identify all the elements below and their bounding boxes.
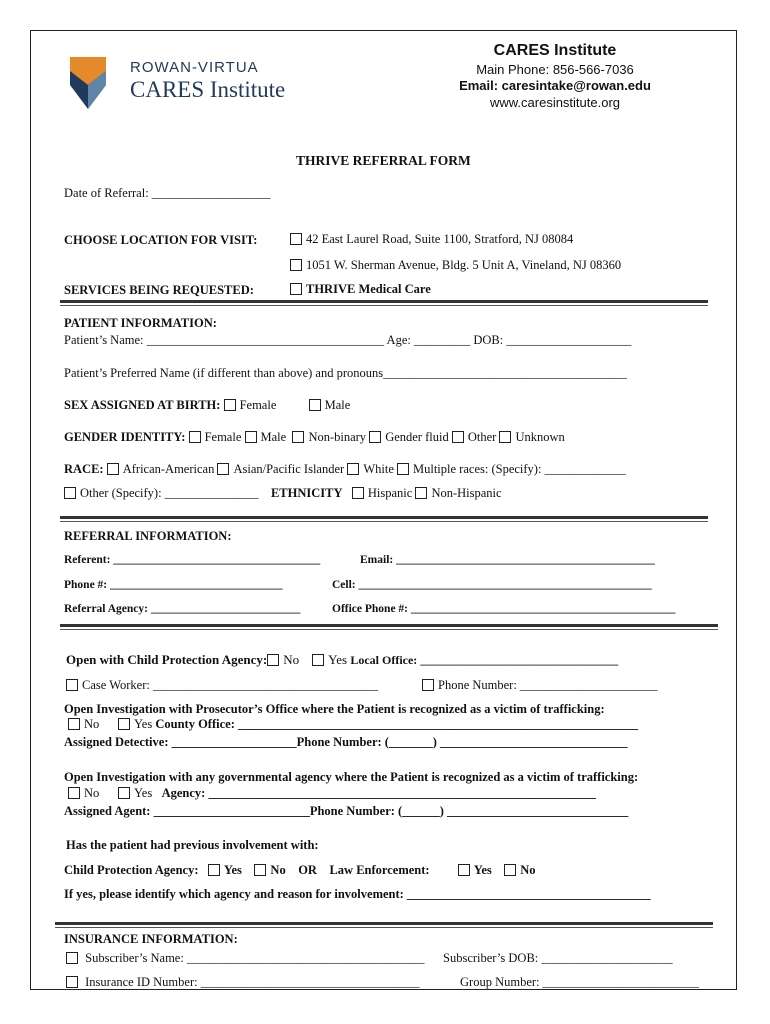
checkbox[interactable]: [245, 431, 257, 443]
patient-heading: PATIENT INFORMATION:: [64, 316, 217, 330]
checkbox-female[interactable]: [224, 399, 236, 411]
phone-field[interactable]: Phone #: ______________________________: [64, 579, 283, 591]
checkbox[interactable]: [64, 487, 76, 499]
checkbox[interactable]: [290, 259, 302, 271]
government-options: No Yes Agency: ______________________________________________________________: [68, 786, 596, 801]
insurance-heading: INSURANCE INFORMATION:: [64, 932, 238, 946]
checkbox-no[interactable]: [504, 864, 516, 876]
checkbox-male[interactable]: [309, 399, 321, 411]
race-row: RACE: African-American Asian/Pacific Islander White Multiple races: (Specify): _____________: [64, 462, 626, 476]
previous-question: Has the patient had previous involvement with:: [66, 838, 319, 852]
contact-title: CARES Institute: [493, 42, 617, 59]
case-worker-row: [66, 678, 378, 693]
checkbox[interactable]: [422, 679, 434, 691]
sex-row: SEX ASSIGNED AT BIRTH: Female Male: [64, 398, 351, 412]
location-label: CHOOSE LOCATION FOR VISIT:: [64, 233, 258, 247]
checkbox[interactable]: [352, 487, 364, 499]
subscriber-name-field[interactable]: Subscriber’s Name: ______________________________________: [85, 951, 425, 965]
contact-phone: Main Phone: 856-566-7036: [476, 62, 634, 77]
checkbox[interactable]: [397, 463, 409, 475]
county-office-field[interactable]: County Office: ________________________________________________________________: [155, 717, 638, 731]
identify-row[interactable]: If yes, please identify which agency and reason for involvement: _______________________________________: [64, 887, 651, 901]
logo-name-line: CARES Institute: [130, 77, 286, 102]
section-divider: [60, 521, 708, 522]
gender-row: GENDER IDENTITY: Female Male Non-binary Gender fluid Other Unknown: [64, 430, 565, 444]
form-title: THRIVE REFERRAL FORM: [296, 153, 471, 168]
checkbox-no[interactable]: [267, 654, 279, 666]
section-divider: [55, 922, 713, 925]
checkbox[interactable]: [369, 431, 381, 443]
previous-options: Child Protection Agency: Yes No OR Law Enforcement: Yes No: [64, 863, 536, 877]
gender-label: GENDER IDENTITY:: [64, 430, 186, 444]
location-option-stratford[interactable]: 42 East Laurel Road, Suite 1100, Stratford, NJ 08084: [290, 232, 573, 247]
ethnicity-label: ETHNICITY: [270, 486, 343, 500]
checkbox-yes[interactable]: [458, 864, 470, 876]
checkbox-yes[interactable]: [118, 718, 130, 730]
checkbox[interactable]: [415, 487, 427, 499]
cp-phone-field[interactable]: Phone Number: ______________________: [438, 678, 658, 692]
section-divider: [60, 305, 708, 306]
section-divider: [60, 300, 708, 303]
cp-phone-row: [422, 678, 657, 693]
checkbox[interactable]: [66, 952, 78, 964]
referent-field[interactable]: Referent: ____________________________________: [64, 554, 321, 566]
checkbox[interactable]: [290, 283, 302, 295]
insurance-id-field[interactable]: Insurance ID Number: ___________________________________: [85, 975, 420, 989]
checkbox-no[interactable]: [68, 787, 80, 799]
shield-logo-icon: [68, 55, 108, 111]
section-divider: [55, 927, 713, 928]
agent-row[interactable]: Assigned Agent: _________________________Phone Number: (______) _____________________________: [64, 804, 629, 818]
checkbox[interactable]: [347, 463, 359, 475]
services-label: SERVICES BEING REQUESTED:: [64, 283, 254, 297]
checkbox-no[interactable]: [68, 718, 80, 730]
logo-org-line: ROWAN-VIRTUA: [130, 59, 259, 76]
checkbox[interactable]: [217, 463, 229, 475]
subscriber-dob-field[interactable]: Subscriber’s DOB: _____________________: [443, 951, 673, 965]
office-phone-field[interactable]: Office Phone #: ______________________________________________: [332, 603, 676, 615]
email-field[interactable]: Email: _____________________________________________: [360, 554, 655, 566]
checkbox[interactable]: [499, 431, 511, 443]
checkbox[interactable]: [66, 679, 78, 691]
checkbox[interactable]: [452, 431, 464, 443]
location-option-vineland[interactable]: 1051 W. Sherman Avenue, Bldg. 5 Unit A, Vineland, NJ 08360: [290, 258, 621, 273]
prosecutor-question: Open Investigation with Prosecutor’s Office where the Patient is recognized as a victim of trafficking:: [64, 702, 605, 716]
checkbox-yes[interactable]: [208, 864, 220, 876]
checkbox-yes[interactable]: [118, 787, 130, 799]
section-divider: [60, 624, 718, 627]
subscriber-name-row: [66, 951, 424, 966]
cell-field[interactable]: Cell: ___________________________________________________: [332, 579, 652, 591]
detective-row[interactable]: Assigned Detective: ____________________Phone Number: (_______) ______________________________: [64, 735, 628, 749]
patient-preferred-row[interactable]: Patient’s Preferred Name (if different than above) and pronouns_______________________________________: [64, 366, 627, 380]
checkbox[interactable]: [189, 431, 201, 443]
checkbox[interactable]: [292, 431, 304, 443]
ethnicity-row: Other (Specify): _______________ ETHNICITY Hispanic Non-Hispanic: [64, 486, 502, 501]
checkbox[interactable]: [107, 463, 119, 475]
contact-web: www.caresinstitute.org: [489, 95, 621, 110]
patient-name-row[interactable]: Patient’s Name: ______________________________________ Age: _________ DOB: ____________________: [64, 333, 632, 347]
checkbox[interactable]: [290, 233, 302, 245]
child-protection-row: Open with Child Protection Agency: No Yes Local Office: _________________________________: [66, 652, 619, 667]
services-option-thrive[interactable]: THRIVE Medical Care: [290, 282, 431, 297]
government-question: Open Investigation with any governmental agency where the Patient is recognized as a victim of trafficking:: [64, 770, 639, 784]
date-of-referral-field[interactable]: Date of Referral: ___________________: [64, 186, 271, 200]
insurance-id-row: [66, 975, 419, 990]
prosecutor-options: No Yes County Office: ________________________________________________________________: [68, 717, 638, 732]
logo: [68, 55, 308, 115]
sex-label: SEX ASSIGNED AT BIRTH:: [64, 398, 221, 412]
referral-agency-field[interactable]: Referral Agency: __________________________: [64, 603, 301, 615]
agency-field[interactable]: Agency: ______________________________________________________________: [161, 786, 596, 800]
section-divider: [60, 629, 718, 630]
local-office-field[interactable]: Local Office: _________________________________: [350, 653, 619, 667]
section-divider: [60, 516, 708, 519]
group-number-field[interactable]: Group Number: _________________________: [460, 975, 699, 989]
checkbox-yes[interactable]: [312, 654, 324, 666]
contact-email: Email: caresintake@rowan.edu: [459, 78, 651, 93]
race-label: RACE:: [64, 462, 104, 476]
checkbox-no[interactable]: [254, 864, 266, 876]
checkbox[interactable]: [66, 976, 78, 988]
referral-heading: REFERRAL INFORMATION:: [64, 529, 232, 543]
case-worker-field[interactable]: Case Worker: ____________________________________: [82, 678, 378, 692]
